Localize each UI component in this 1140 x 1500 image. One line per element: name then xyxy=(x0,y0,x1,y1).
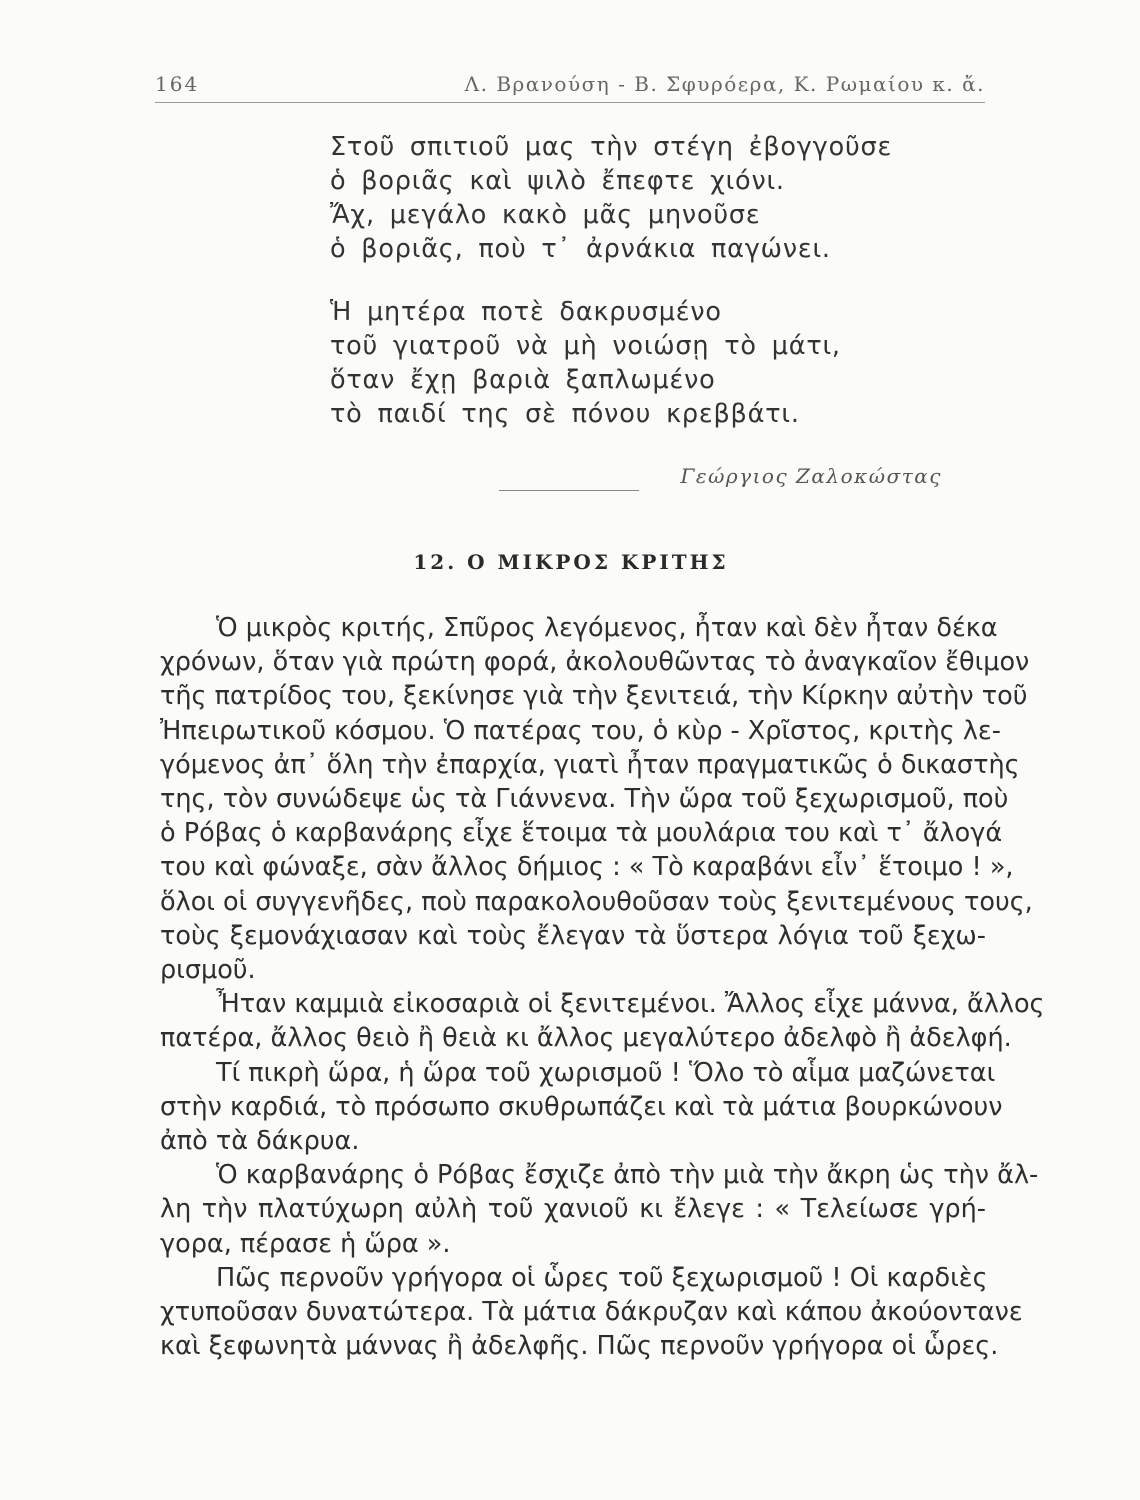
prose-line: τοὺς ξεμονάχιασαν καὶ τοὺς ἔλεγαν τὰ ὕστερα λόγια τοῦ ξεχω- xyxy=(160,920,986,951)
prose-line: ἀπὸ τὰ δάκρυα. xyxy=(160,1126,360,1157)
prose-line: χρόνων, ὅταν γιὰ πρώτη φορά, ἀκολουθῶντας τὸ ἀναγκαῖον ἔθιμον xyxy=(160,647,1030,678)
poem xyxy=(330,130,970,460)
prose-body xyxy=(160,611,1045,1363)
poem-line: Ἡ μητέρα ποτὲ δακρυσμένο xyxy=(330,297,722,327)
poem-line: τὸ παιδί της σὲ πόνου κρεββάτι. xyxy=(330,399,800,429)
section-separator xyxy=(499,490,639,491)
poem-line: Ἄχ, μεγάλο κακὸ μᾶς μηνοῦσε xyxy=(330,200,761,230)
prose-line: Ὁ μικρὸς κριτής, Σπῦρος λεγόμενος, ἦταν καὶ δὲν ἦταν δέκα xyxy=(216,613,998,643)
prose-line: λη τὴν πλατύχωρη αὐλὴ τοῦ χανιοῦ κι ἔλεγε : « Τελείωσε γρή- xyxy=(160,1194,986,1225)
prose-line: καὶ ξεφωνητὰ μάννας ἢ ἀδελφῆς. Πῶς περνοῦν γρήγορα οἱ ὧρες. xyxy=(160,1331,999,1362)
prose-line: ὁ Ρόβας ὁ καρβανάρης εἶχε ἕτοιμα τὰ μουλάρια του καὶ τ᾽ ἄλογά xyxy=(160,818,1003,849)
prose-line: στὴν καρδιά, τὸ πρόσωπο σκυθρωπάζει καὶ τὰ μάτια βουρκώνουν xyxy=(160,1091,1003,1122)
poem-line: ὅταν ἔχῃ βαριὰ ξαπλωμένο xyxy=(330,365,716,395)
prose-line: του καὶ φώναξε, σὰν ἄλλος δήμιος : « Τὸ καραβάνι εἶν᾽ ἕτοιμο ! », xyxy=(160,852,1014,883)
prose-line: Ὁ καρβανάρης ὁ Ρόβας ἔσχιζε ἀπὸ τὴν μιὰ τὴν ἄκρη ὡς τὴν ἄλ- xyxy=(216,1160,1039,1191)
prose-line: Πῶς περνοῦν γρήγορα οἱ ὧρες τοῦ ξεχωρισμοῦ ! Οἱ καρδιὲς xyxy=(216,1262,988,1293)
poem-line: Στοῦ σπιτιοῦ μας τὴν στέγη ἐβογγοῦσε xyxy=(330,132,893,162)
prose-line: ὅλοι οἱ συγγενῆδες, ποὺ παρακολουθοῦσαν τοὺς ξενιτεμένους τους, xyxy=(160,886,1033,917)
poem-line: ὁ βοριᾶς καὶ ψιλὸ ἔπεφτε χιόνι. xyxy=(330,166,785,196)
prose-line: Ἠπειρωτικοῦ κόσμου. Ὁ πατέρας του, ὁ κὺρ - Χρῖστος, κριτὴς λε- xyxy=(160,715,1001,746)
prose-line: τῆς πατρίδος του, ξεκίνησε γιὰ τὴν ξενιτειά, τὴν Κίρκην αὐτὴν τοῦ xyxy=(160,681,1028,712)
prose-line: Τί πικρὴ ὥρα, ἡ ὥρα τοῦ χωρισμοῦ ! Ὅλο τὸ αἷμα μαζώνεται xyxy=(216,1057,996,1088)
page-number: 164 xyxy=(155,72,200,96)
chapter-title: 12. Ο ΜΙΚΡΟΣ ΚΡΙΤΗΣ xyxy=(413,550,729,574)
prose-line: της, τὸν συνώδεψε ὡς τὰ Γιάννενα. Τὴν ὥρα τοῦ ξεχωρισμοῦ, ποὺ xyxy=(160,784,1009,815)
poem-author: Γεώργιος Ζαλοκώστας xyxy=(680,464,942,488)
poem-stanza xyxy=(330,130,970,266)
poem-line: ὁ βοριᾶς, ποὺ τ᾽ ἀρνάκια παγώνει. xyxy=(330,234,831,264)
prose-line: χτυποῦσαν δυνατώτερα. Τὰ μάτια δάκρυζαν καὶ κάπου ἀκούοντανε xyxy=(160,1297,1023,1328)
poem-stanza xyxy=(330,295,970,431)
prose-line: γορα, πέρασε ἡ ὥρα ». xyxy=(160,1228,451,1259)
poem-line: τοῦ γιατροῦ νὰ μὴ νοιώσῃ τὸ μάτι, xyxy=(330,331,841,361)
running-author: Λ. Βρανούση - Β. Σφυρόερα, Κ. Ρωμαίου κ. ἄ. xyxy=(464,72,985,96)
prose-line: Ἦταν καμμιὰ εἰκοσαριὰ οἱ ξενιτεμένοι. Ἄλλος εἶχε μάννα, ἄλλος xyxy=(216,989,1045,1020)
prose-line: πατέρα, ἄλλος θειὸ ἢ θειὰ κι ἄλλος μεγαλύτερο ἀδελφὸ ἢ ἀδελφή. xyxy=(160,1023,1012,1054)
prose-line: ρισμοῦ. xyxy=(160,955,256,986)
prose-line: γόμενος ἀπ᾽ ὅλη τὴν ἐπαρχία, γιατὶ ἦταν πραγματικῶς ὁ δικαστὴς xyxy=(160,749,1020,780)
running-head xyxy=(155,68,985,103)
